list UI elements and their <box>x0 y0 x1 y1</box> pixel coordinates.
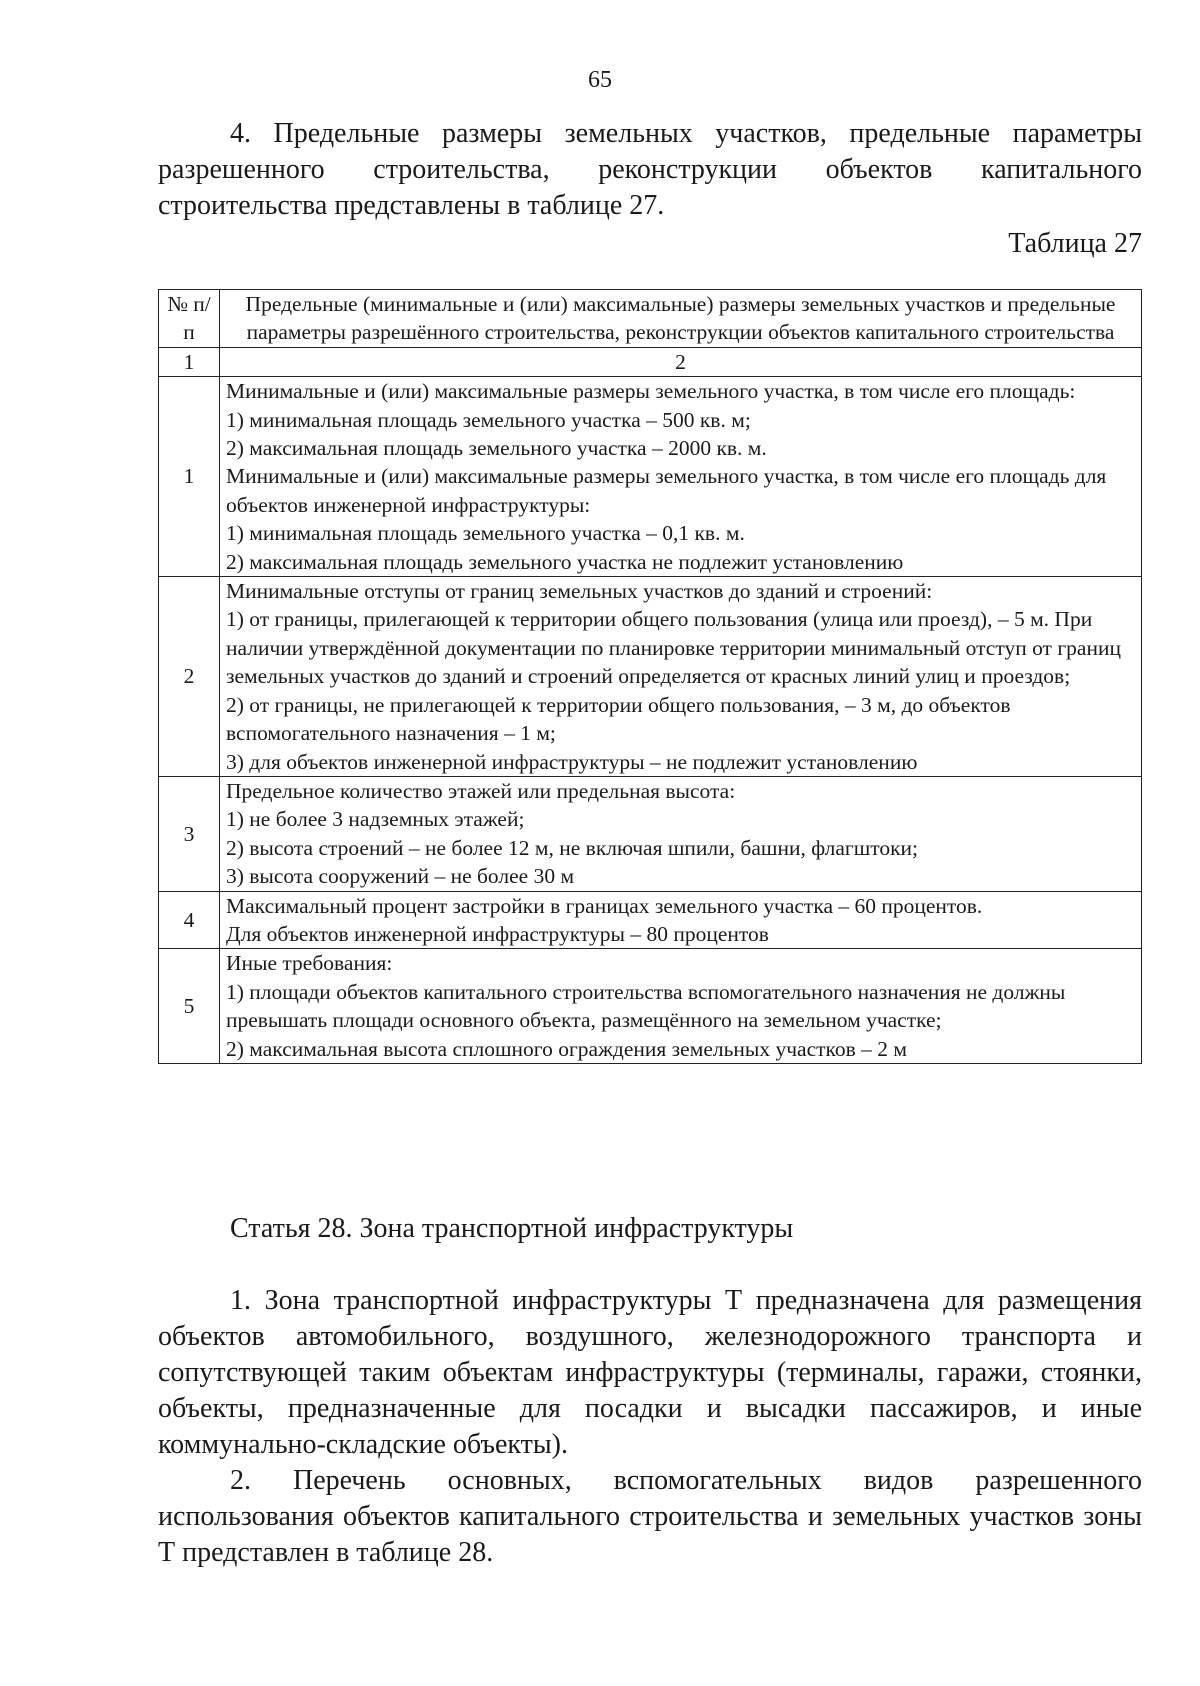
cell-line: 1) площади объектов капитального строительства вспомогательного назначения не должны превышать площади основного объекта, размещённого на земельном участке; <box>226 979 1066 1033</box>
cell-line: Максимальный процент застройки в границах земельного участка – 60 процентов. <box>226 893 983 918</box>
paragraph-1: 1. Зона транспортной инфраструктуры Т предназначена для размещения объектов автомобильного, воздушного, железнодорожного транспорта и сопутствующей таким объектам инфраструктуры (терминалы, гаражи, стоянки, объекты, предназначенные для посадки и высадки пассажиров, и иные коммунально-складские объекты). <box>158 1285 1142 1460</box>
article-heading: Статья 28. Зона транспортной инфраструктуры <box>230 1213 794 1244</box>
table-caption: Таблица 27 <box>1008 228 1142 259</box>
cell-line: 1) от границы, прилегающей к территории общего пользования (улица или проезд), – 5 м. При наличии утверждённой документации по планировке территории минимальный отступ от границ земельных участков до зданий и строений определяется от красных линий улиц и проездов; <box>226 607 1121 689</box>
requirements-table <box>158 289 1142 1064</box>
cell-line: 1) минимальная площадь земельного участка – 0,1 кв. м. <box>226 521 745 546</box>
table-row <box>159 776 1142 891</box>
header-number-cell: № п/п <box>159 290 220 348</box>
cell-line: 3) для объектов инженерной инфраструктуры – не подлежит установлению <box>226 749 918 774</box>
cell-line: Минимальные и (или) максимальные размеры земельного участка, в том числе его площадь: <box>226 379 1076 404</box>
row-number-cell: 4 <box>159 891 220 949</box>
cell-line: 2) от границы, не прилегающей к территории общего пользования, – 3 м, до объектов вспомогательного назначения – 1 м; <box>226 692 1011 746</box>
cell-line: 3) высота сооружений – не более 30 м <box>226 864 575 889</box>
intro-paragraph: 4. Предельные размеры земельных участков, предельные параметры разрешенного строительства, реконструкции объектов капитального строительства представлены в таблице 27. <box>158 118 1142 221</box>
cell-line: 2) максимальная площадь земельного участка не подлежит установлению <box>226 549 904 574</box>
row-description-cell <box>220 377 1142 577</box>
index-cell-1: 1 <box>159 347 220 376</box>
cell-line: Минимальные отступы от границ земельных участков до зданий и строений: <box>226 579 933 604</box>
cell-line: Иные требования: <box>226 951 393 976</box>
row-description-cell <box>220 949 1142 1064</box>
cell-line: 1) минимальная площадь земельного участка – 500 кв. м; <box>226 407 751 432</box>
table-row <box>159 577 1142 777</box>
row-number-cell: 3 <box>159 776 220 891</box>
cell-line: Предельное количество этажей или предельная высота: <box>226 778 736 803</box>
table-row <box>159 949 1142 1064</box>
table-index-row <box>159 347 1142 376</box>
cell-line: 2) высота строений – не более 12 м, не включая шпили, башни, флагштоки; <box>226 835 919 860</box>
row-description-cell <box>220 577 1142 777</box>
row-number-cell: 2 <box>159 577 220 777</box>
cell-line: 2) максимальная площадь земельного участка – 2000 кв. м. <box>226 436 767 461</box>
cell-line: Для объектов инженерной инфраструктуры – 80 процентов <box>226 921 769 946</box>
table-header-row <box>159 290 1142 348</box>
cell-line: 1) не более 3 надземных этажей; <box>226 807 525 832</box>
page-number: 65 <box>588 67 612 93</box>
header-description-cell: Предельные (минимальные и (или) максимальные) размеры земельных участков и предельные параметры разрешённого строительства, реконструкции объектов капитального строительства <box>220 290 1142 348</box>
row-number-cell: 5 <box>159 949 220 1064</box>
row-number-cell: 1 <box>159 377 220 577</box>
table-body <box>159 377 1142 1064</box>
table-row <box>159 377 1142 577</box>
cell-line: 2) максимальная высота сплошного ограждения земельных участков – 2 м <box>226 1036 908 1061</box>
paragraph-2: 2. Перечень основных, вспомогательных видов разрешенного использования объектов капитального строительства и земельных участков зоны Т представлен в таблице 28. <box>158 1465 1142 1568</box>
row-description-cell <box>220 891 1142 949</box>
table-row <box>159 891 1142 949</box>
cell-line: Минимальные и (или) максимальные размеры земельного участка, в том числе его площадь для объектов инженерной инфраструктуры: <box>226 464 1107 517</box>
index-cell-2: 2 <box>220 347 1142 376</box>
row-description-cell <box>220 776 1142 891</box>
